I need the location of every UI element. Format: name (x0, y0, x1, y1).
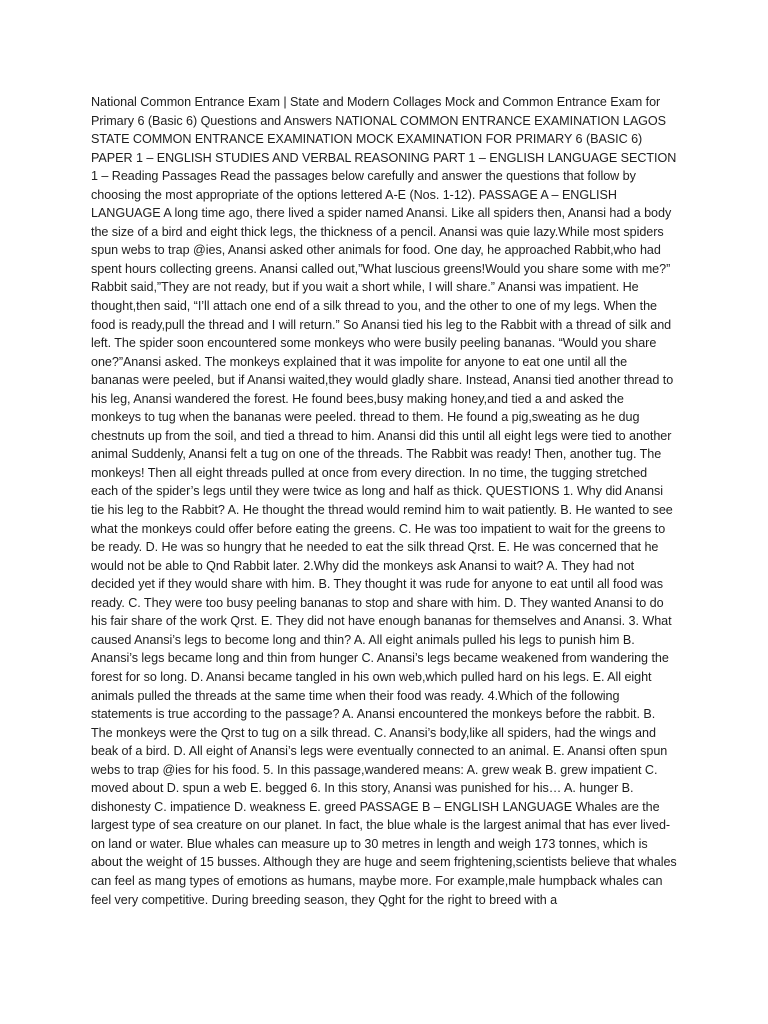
document-body-text: National Common Entrance Exam | State and Modern Collages Mock and Common Entrance Exam for Primary 6 (Basic 6) Questions and Answers NATIONAL COMMON ENTRANCE EXAMINATION LAGOS STATE COMMON ENTRANCE EXAMINATION MOCK EXAMINATION FOR PRIMARY 6 (BASIC 6) PAPER 1 – ENGLISH STUDIES AND VERBAL REASONING PART 1 – ENGLISH LANGUAGE SECTION 1 – Reading Passages Read the passages below carefully and answer the questions that follow by choosing the most appropriate of the options lettered A-E (Nos. 1-12). PASSAGE A – ENGLISH LANGUAGE A long time ago, there lived a spider named Anansi. Like all spiders then, Anansi had a body the size of a bird and eight thick legs, the thickness of a pencil. Anansi was quie lazy.While most spiders spun webs to trap @ies, Anansi asked other animals for food. One day, he approached Rabbit,who had spent hours collecting greens. Anansi called out,”What luscious greens!Would you share some with me?” Rabbit said,”They are not ready, but if you wait a short while, I will share.” Anansi was impatient. He thought,then said, “I’ll attach one end of a silk thread to you, and the other to one of my legs. When the food is ready,pull the thread and I will return.” So Anansi tied his leg to the Rabbit with a thread of silk and left. The spider soon encountered some monkeys who were busily peeling bananas. “Would you share one?”Anansi asked. The monkeys explained that it was impolite for anyone to eat one until all the bananas were peeled, but if Anansi waited,they would gladly share. Instead, Anansi tied another thread to his leg, Anansi wandered the forest. He found bees,busy making honey,and tied a and asked the monkeys to tug when the bananas were peeled. thread to them. He found a pig,sweating as he dug chestnuts up from the soil, and tied a thread to him. Anansi did this until all eight legs were tied to another animal Suddenly, Anansi felt a tug on one of the threads. The Rabbit was ready! Then, another tug. The monkeys! Then all eight threads pulled at once from every direction. In no time, the tugging stretched each of the spider’s legs until they were twice as long and half as thick. QUESTIONS 1. Why did Anansi tie his leg to the Rabbit? A. He thought the thread would remind him to wait patiently. B. He wanted to see what the monkeys could offer before eating the greens. C. He was too impatient to wait for the greens to be ready. D. He was so hungry that he needed to eat the silk thread Qrst. E. He was concerned that he would not be able to Qnd Rabbit later. 2.Why did the monkeys ask Anansi to wait? A. They had not decided yet if they would share with him. B. They thought it was rude for anyone to eat until all food was ready. C. They were too busy peeling bananas to stop and share with him. D. They wanted Anansi to do his fair share of the work Qrst. E. They did not have enough bananas for themselves and Anansi. 3. What caused Anansi’s legs to become long and thin? A. All eight animals pulled his legs to punish him B. Anansi’s legs became long and thin from hunger C. Anansi’s legs became weakened from wandering the forest for so long. D. Anansi became tangled in his own web,which pulled hard on his legs. E. All eight animals pulled the threads at the same time when their food was ready. 4.Which of the following statements is true according to the passage? A. Anansi encountered the monkeys before the rabbit. B. The monkeys were the Qrst to tug on a silk thread. C. Anansi’s body,like all spiders, had the wings and beak of a bird. D. All eight of Anansi’s legs were eventually connected to an animal. E. Anansi often spun webs to trap @ies for his food. 5. In this passage,wandered means: A. grew weak B. grew impatient C. moved about D. spun a web E. begged 6. In this story, Anansi was punished for his… A. hunger B. dishonesty C. impatience D. weakness E. greed PASSAGE B – ENGLISH LANGUAGE Whales are the largest type of sea creature on our planet. In fact, the blue whale is the largest animal that has ever lived-on land or water. Blue whales can measure up to 30 metres in length and weigh 173 tonnes, which is about the weight of 15 busses. Although they are huge and seem frightening,scientists believe that whales can feel as mang types of emotions as humans, maybe more. For example,male humpback whales can feel very competitive. During breeding season, they Qght for the right to breed with a (91, 95, 677, 907)
